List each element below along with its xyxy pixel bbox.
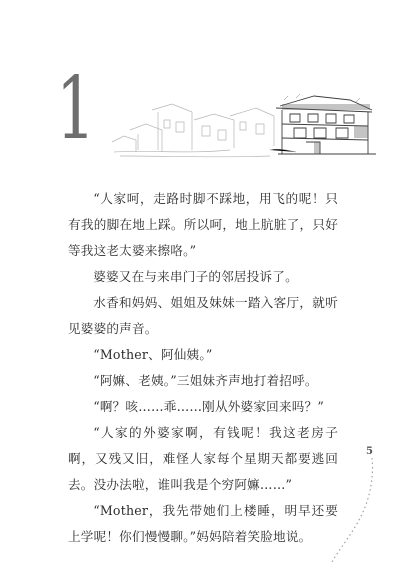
page-number: 5: [366, 446, 373, 457]
chapter-number: 1: [56, 59, 96, 159]
paragraph: “Mother，我先带她们上楼睡，明早还要上学呢！你们慢慢聊。”妈妈陪着笑脸地说。: [68, 503, 338, 544]
paragraph: “啊？咳……乖……刚从外婆家回来吗？”: [93, 399, 324, 414]
chapter-body: [68, 186, 338, 550]
village-houses-sketch: [110, 90, 380, 162]
dotted-curve-decoration: [330, 456, 386, 564]
paragraph: “阿嫲、老姨。”三姐妹齐声地打着招呼。: [93, 373, 318, 388]
paragraph: “人家的外婆家啊，有钱呢！我这老房子啊，又残又旧，难怪人家每个星期天都要逃回去。没办法啦，谁叫我是个穷阿嫲……”: [68, 425, 338, 492]
paragraph: 水香和妈妈、姐姐及妹妹一踏入客厅，就听见婆婆的声音。: [68, 295, 338, 336]
paragraph: 婆婆又在与来串门子的邻居投诉了。: [93, 269, 298, 284]
paragraph: “Mother、阿仙姨。”: [93, 347, 213, 362]
paragraph: “人家呵，走路时脚不踩地，用飞的呢！只有我的脚在地上踩。所以呵，地上肮脏了，只好等我这老太婆来擦咯。”: [68, 191, 338, 258]
